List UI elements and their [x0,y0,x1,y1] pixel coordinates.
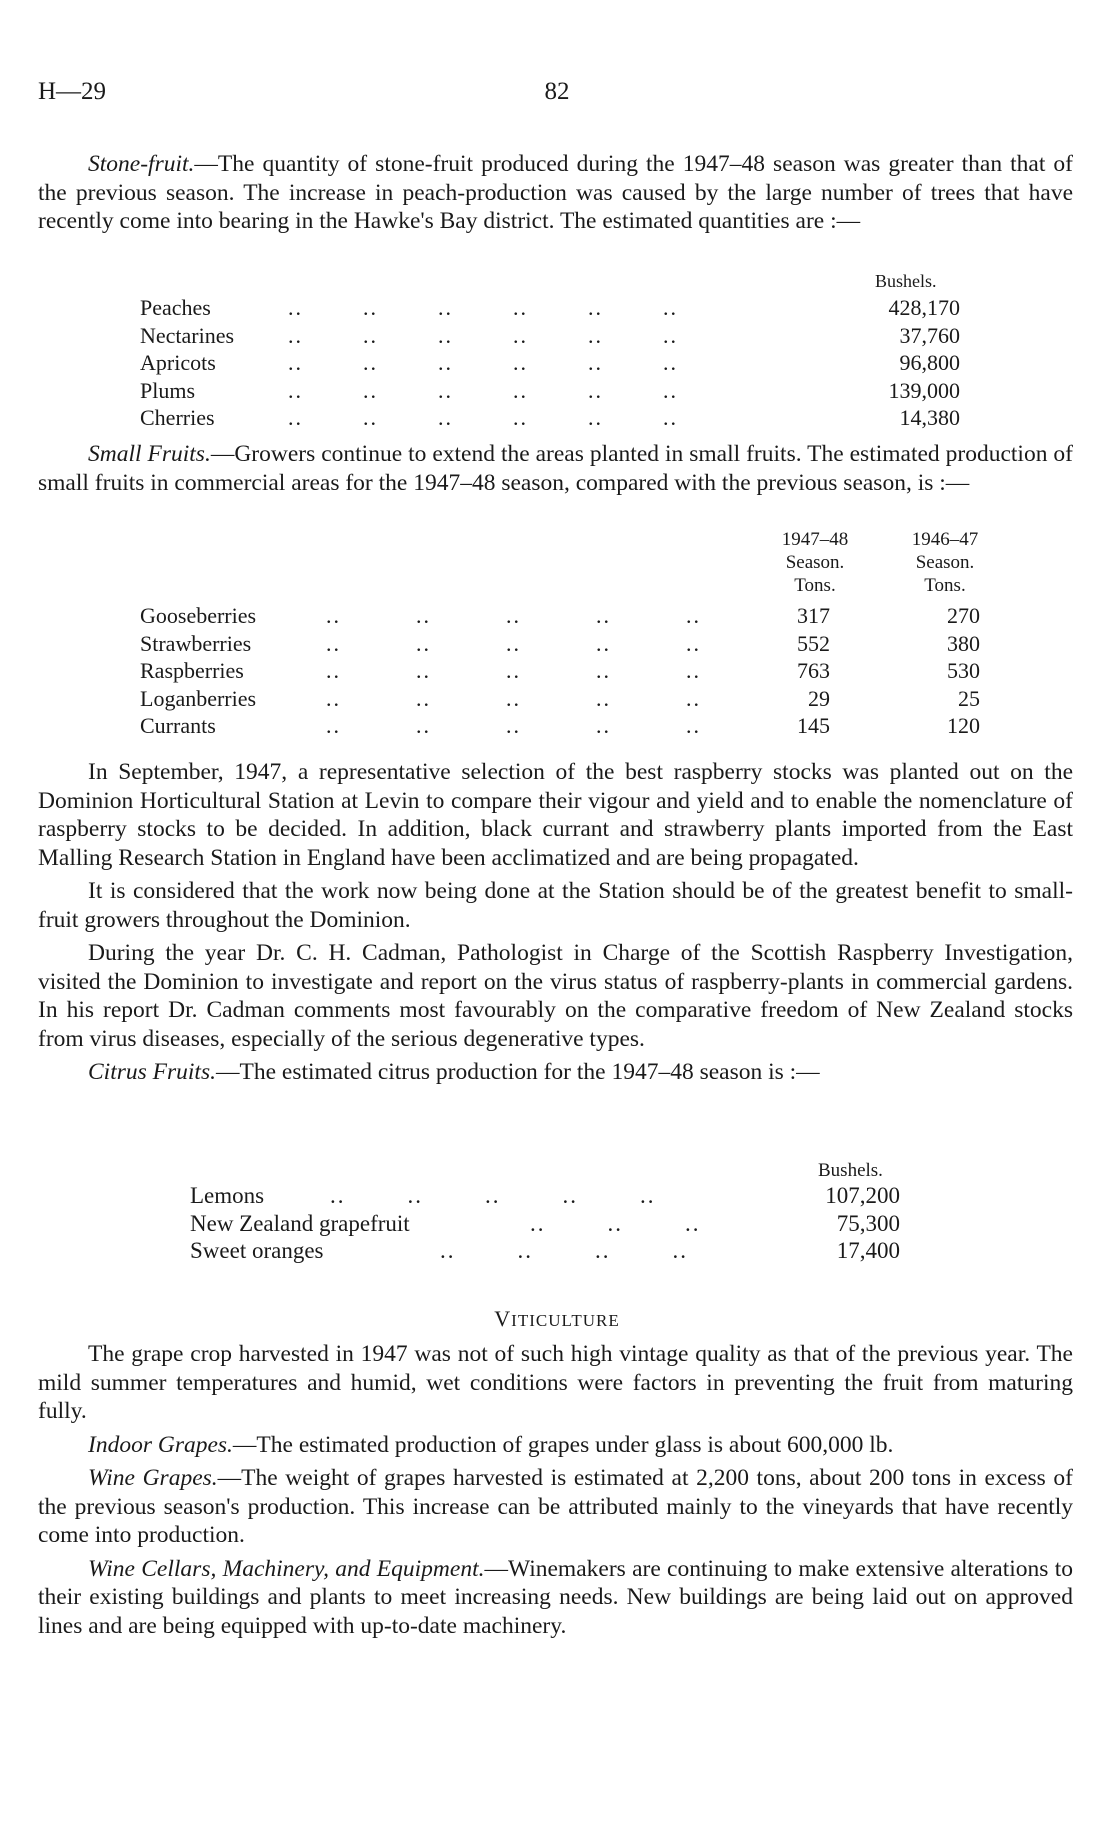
page-number: 82 [544,78,570,105]
small-fruits-heading: Small Fruits. [88,441,211,467]
paragraph-grape-crop: The grape crop harvested in 1947 was not of such high vintage quality as that of the previous year. The mild summer temperatures and humid, wet conditions were factors in preventing the fruit from maturing fully. [38,1341,1073,1424]
stone-fruit-heading: Stone-fruit. [88,151,195,177]
citrus-paragraph [38,1058,1073,1087]
citrus-text: —The estimated citrus production for the 1947–48 season is :— [215,1059,820,1085]
paragraph-station-benefit: It is considered that the work now being done at the Station should be of the greatest benefit to small-fruit growers throughout the Dominion. [38,878,1073,933]
table-row: Apricots .. .. .. .. .. .. 96,800 [140,350,960,375]
stone-fruit-paragraph [38,150,1073,241]
report-code: H—29 [38,78,107,105]
column-header-1946-47: 1946–47 Season. Tons. [911,529,979,596]
indoor-grapes-paragraph [38,1431,1073,1460]
paragraph-cadman-report: During the year Dr. C. H. Cadman, Pathologist in Charge of the Scottish Raspberry Investigation, visited the Dominion to investigate and report on the virus status of raspberry-plants in commercial gardens. In his report Dr. Cadman comments most favourably on the comparative freedom of New Zealand stocks from virus diseases, especially of the serious degenerative types. [38,940,1073,1052]
citrus-heading: Citrus Fruits. [88,1059,216,1085]
indoor-grapes-text: —The estimated production of grapes under glass is about 600,000 lb. [232,1431,894,1458]
viticulture-paragraphs [38,1340,1073,1645]
wine-grapes-paragraph [38,1464,1073,1550]
table-row: Lemons .. .. .. .. .. 107,200 [190,1183,900,1208]
section-title-viticulture: VITICULTURE [494,1306,620,1331]
wine-grapes-text: —The weight of grapes harvested is estimated at 2,200 tons, about 200 tons in excess of the previous season's production. This increase can be attributed mainly to the vineyards that have recently come into production. [38,1465,1073,1548]
table-row: Nectarines .. .. .. .. .. .. 37,760 [140,322,960,348]
wine-grapes-heading: Wine Grapes. [88,1465,218,1491]
table-row: Currants .. .. .. .. .. 145 120 [140,713,980,738]
stone-fruit-text: —The quantity of stone-fruit produced during the 1947–48 season was greater than that of the previous season. The increase in peach-production was caused by the large number of trees that have recently come into bearing in the Hawke's Bay district. The estimated quantities are :— [38,151,1073,234]
wine-cellars-text: —Winemakers are continuing to make extensive alterations to their existing buildings and plants to meet increasing needs. New buildings are being laid out on approved lines and are being equipped with up-to-date machinery. [38,1555,1073,1639]
wine-cellars-heading: Wine Cellars, Machinery, and Equipment. [88,1555,485,1582]
paragraph-levin-station: In September, 1947, a representative selection of the best raspberry stocks was planted out on the Dominion Horticultural Station at Levin to compare their vigour and yield and to enable the nomenclature of raspberry stocks to be decided. In addition, black currant and strawberry plants imported from the East Malling Research Station in England have been acclimatized and are being propagated. [38,759,1073,871]
page-header [0,78,1114,108]
table-row: Cherries .. .. .. .. .. .. 14,380 [140,405,960,430]
table-row: Loganberries .. .. .. .. .. 29 25 [140,685,980,711]
table-row: New Zealand grapefruit .. .. .. 75,300 [190,1210,900,1236]
table-row: Strawberries .. .. .. .. .. 552 380 [140,630,980,656]
table-row: Plums .. .. .. .. .. .. 139,000 [140,377,960,403]
small-fruits-paragraph [38,440,1073,502]
indoor-grapes-heading: Indoor Grapes. [88,1431,233,1458]
small-fruits-text: —Growers continue to extend the areas planted in small fruits. The estimated production of small fruits in commercial areas for the 1947–48 season, compared with the previous season, is :— [38,441,1074,496]
table-row: Sweet oranges .. .. .. .. 17,400 [190,1238,900,1263]
citrus-unit-header: Bushels. [818,1160,883,1181]
body-paragraphs [38,758,1073,1092]
table-row: Gooseberries .. .. .. .. .. 317 270 [140,603,980,628]
column-header-1947-48: 1947–48 Season. Tons. [781,529,849,596]
table-row: Peaches .. .. .. .. .. .. 428,170 [140,295,960,320]
stone-fruit-unit-header: Bushels. [875,271,937,291]
wine-cellars-paragraph [38,1555,1073,1641]
table-row: Raspberries .. .. .. .. .. 763 530 [140,658,980,683]
